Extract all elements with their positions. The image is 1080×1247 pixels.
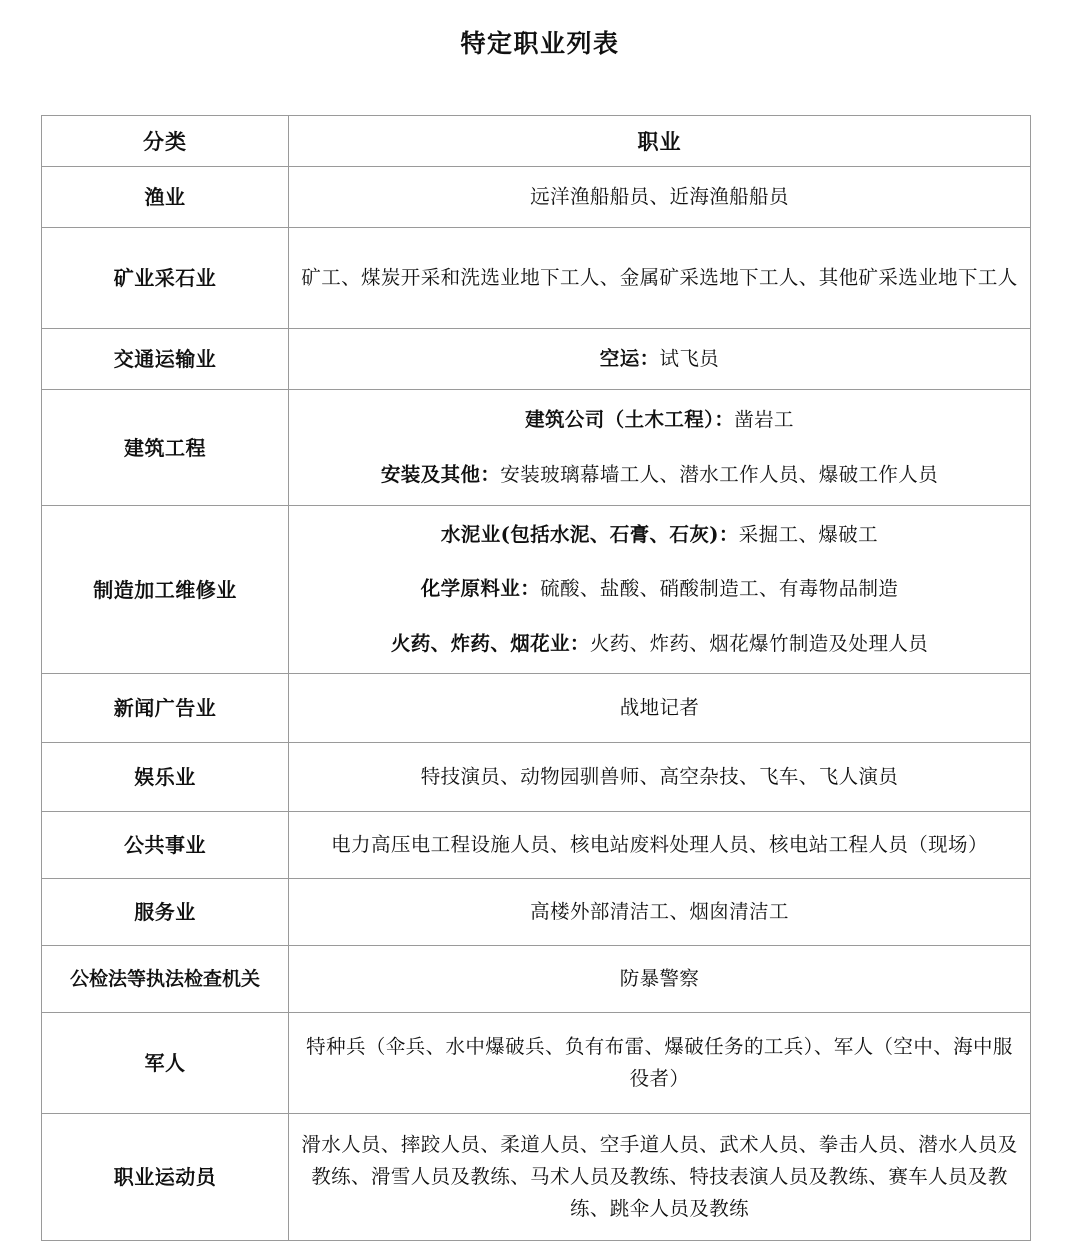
table-row <box>42 390 1031 506</box>
cell-occupation <box>289 812 1031 879</box>
column-header-category: 分类 <box>42 116 289 167</box>
occupation-line-text: 防暴警察 <box>619 966 700 990</box>
occupation-line <box>301 692 1018 724</box>
cell-category: 矿业采石业 <box>42 228 289 329</box>
cell-occupation <box>289 674 1031 743</box>
cell-occupation <box>289 1114 1031 1241</box>
occupation-line-label: 空运： <box>599 346 660 370</box>
occupation-line-text: 火药、炸药、烟花爆竹制造及处理人员 <box>589 631 929 655</box>
table-row <box>42 228 1031 329</box>
cell-occupation <box>289 506 1031 674</box>
table-row <box>42 879 1031 946</box>
occupation-line <box>301 459 1018 491</box>
cell-category: 交通运输业 <box>42 329 289 390</box>
cell-occupation <box>289 879 1031 946</box>
cell-occupation <box>289 1013 1031 1114</box>
occupation-line-label: 建筑公司（土木工程）： <box>525 408 735 432</box>
cell-occupation <box>289 946 1031 1013</box>
occupation-line-text: 高楼外部清洁工、烟囱清洁工 <box>530 899 789 923</box>
table-header-row <box>42 116 1031 167</box>
occupation-line-text: 矿工、煤炭开采和洗选业地下工人、金属矿采选地下工人、其他矿采选业地下工人 <box>301 265 1018 289</box>
occupation-line <box>301 963 1018 995</box>
cell-category: 公检法等执法检查机关 <box>42 946 289 1013</box>
occupation-line-text: 硫酸、盐酸、硝酸制造工、有毒物品制造 <box>540 577 899 601</box>
occupation-line-label: 化学原料业： <box>420 577 541 601</box>
cell-category: 服务业 <box>42 879 289 946</box>
cell-category: 职业运动员 <box>42 1114 289 1241</box>
table-row <box>42 506 1031 674</box>
occupation-line-text: 试飞员 <box>659 346 720 370</box>
occupation-line-text: 远洋渔船船员、近海渔船船员 <box>530 184 789 208</box>
occupation-line <box>301 519 1018 551</box>
cell-category: 渔业 <box>42 167 289 228</box>
cell-category: 军人 <box>42 1013 289 1114</box>
cell-category: 建筑工程 <box>42 390 289 506</box>
occupation-line-text: 特种兵（伞兵、水中爆破兵、负有布雷、爆破任务的工兵）、军人（空中、海中服役者） <box>306 1034 1013 1090</box>
cell-occupation <box>289 167 1031 228</box>
occupation-line-text: 战地记者 <box>619 695 700 719</box>
occupation-table-wrapper <box>41 115 1030 1241</box>
cell-category: 公共事业 <box>42 812 289 879</box>
occupation-line-text: 特技演员、动物园驯兽师、高空杂技、飞车、飞人演员 <box>420 764 899 788</box>
occupation-line <box>301 896 1018 928</box>
table-row <box>42 1013 1031 1114</box>
cell-occupation <box>289 743 1031 812</box>
cell-occupation <box>289 329 1031 390</box>
table-row <box>42 329 1031 390</box>
occupation-line <box>301 404 1018 436</box>
occupation-line <box>301 1031 1018 1095</box>
table-row <box>42 743 1031 812</box>
table-header <box>42 116 1031 167</box>
occupation-line <box>301 628 1018 660</box>
table-row <box>42 812 1031 879</box>
table-row <box>42 946 1031 1013</box>
cell-occupation <box>289 228 1031 329</box>
occupation-line <box>301 829 1018 861</box>
page-title: 特定职业列表 <box>460 29 620 58</box>
occupation-line-label: 安装及其他： <box>380 462 501 486</box>
occupation-line-text: 安装玻璃幕墙工人、潜水工作人员、爆破工作人员 <box>500 462 939 486</box>
cell-category: 制造加工维修业 <box>42 506 289 674</box>
occupation-line <box>301 573 1018 605</box>
occupation-line-label: 水泥业(包括水泥、石膏、石灰)： <box>440 523 739 547</box>
occupation-line-text: 滑水人员、摔跤人员、柔道人员、空手道人员、武术人员、拳击人员、潜水人员及教练、滑雪人员及教练、马术人员及教练、特技表演人员及教练、赛车人员及教练、跳伞人员及教练 <box>301 1132 1018 1221</box>
occupation-line-label: 火药、炸药、烟花业： <box>390 631 590 655</box>
occupation-line-text: 电力高压电工程设施人员、核电站废料处理人员、核电站工程人员（现场） <box>331 832 988 856</box>
occupation-line <box>301 343 1018 375</box>
table-row <box>42 167 1031 228</box>
occupation-line <box>301 761 1018 793</box>
cell-category: 新闻广告业 <box>42 674 289 743</box>
occupation-line-text: 凿岩工 <box>734 408 794 432</box>
cell-occupation <box>289 390 1031 506</box>
cell-category: 娱乐业 <box>42 743 289 812</box>
table-body <box>42 167 1031 1241</box>
column-header-occupation: 职业 <box>289 116 1031 167</box>
occupation-line <box>301 1129 1018 1226</box>
occupation-table <box>41 115 1031 1241</box>
table-row <box>42 674 1031 743</box>
occupation-line <box>301 181 1018 213</box>
table-row <box>42 1114 1031 1241</box>
occupation-line <box>301 262 1018 294</box>
occupation-line-text: 采掘工、爆破工 <box>738 523 879 547</box>
